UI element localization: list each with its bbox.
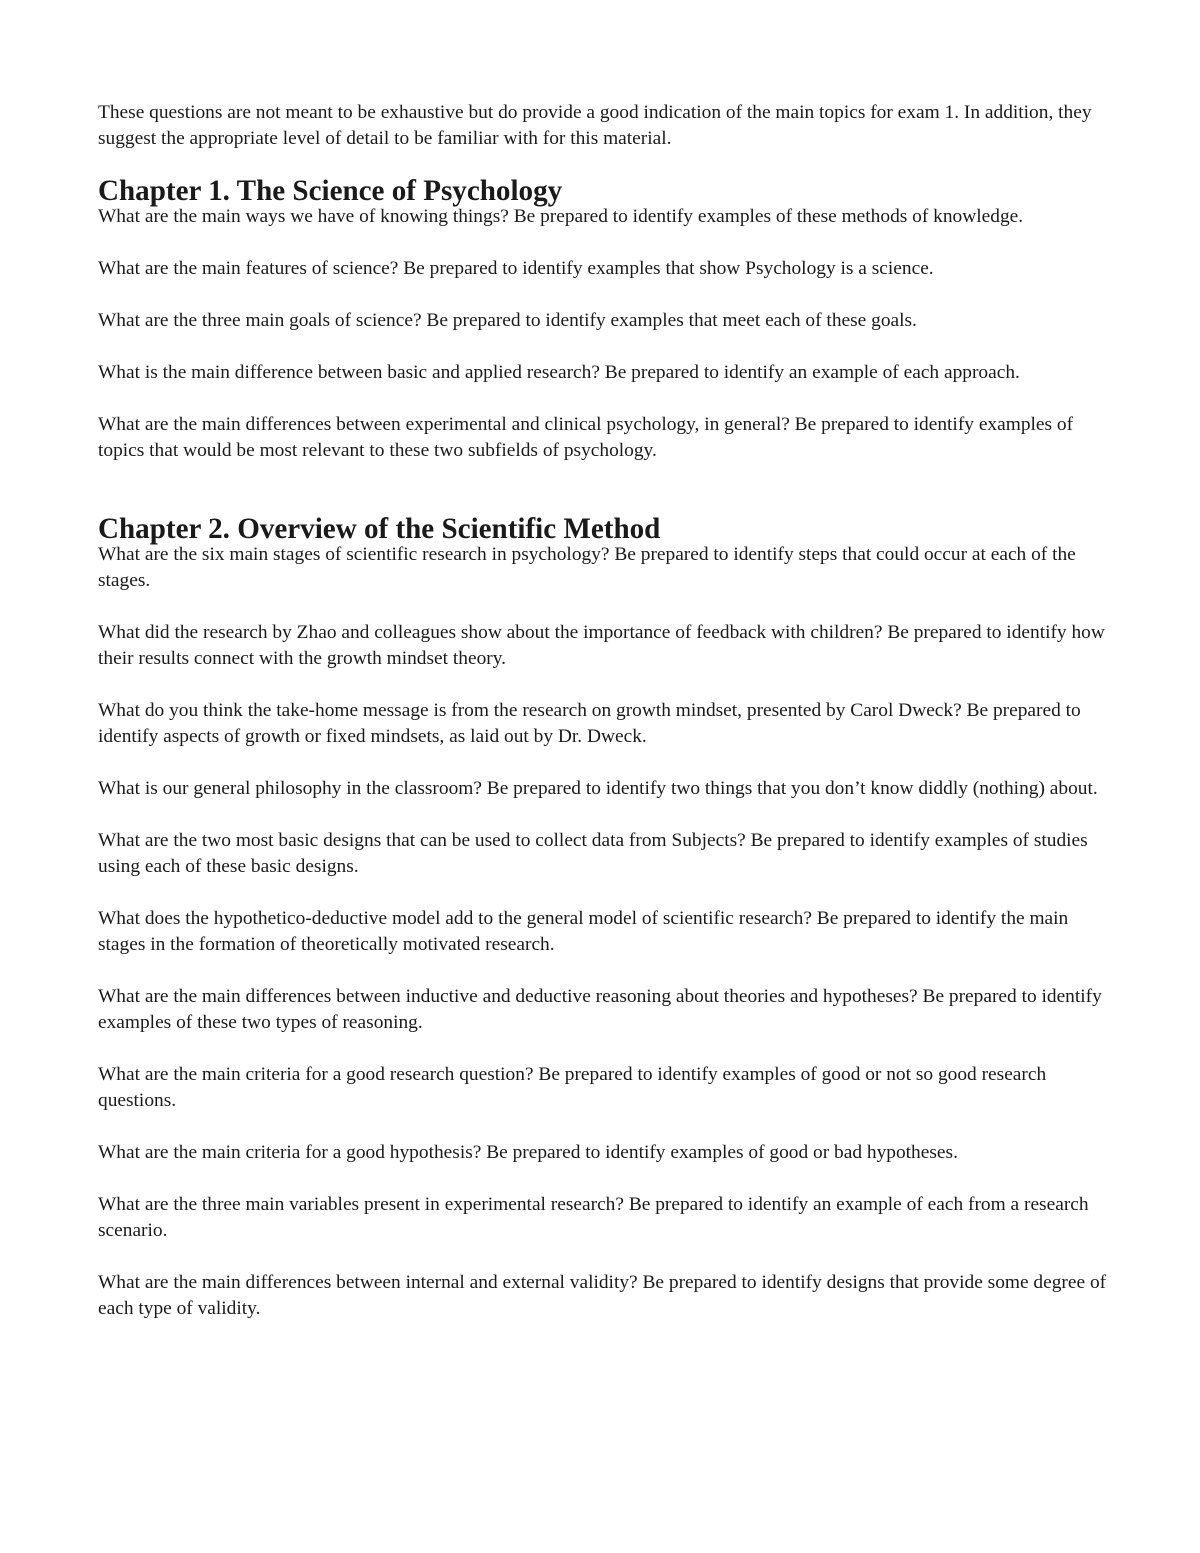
chapter-1-question-3: What are the three main goals of science? Be prepared to identify examples that meet each of these goals. [98,310,917,331]
chapter-2-question-9: What are the main criteria for a good hypothesis? Be prepared to identify examples of good or bad hypotheses. [98,1142,958,1163]
intro-paragraph: These questions are not meant to be exhaustive but do provide a good indication of the main topics for exam 1. In addition, they suggest the appropriate level of detail to be familiar with for this material. [98,102,1092,149]
chapter-1-question-1: What are the main ways we have of knowing things? Be prepared to identify examples of these methods of knowledge. [98,206,1024,227]
document-page [98,100,1108,1348]
chapter-1-question-4: What is the main difference between basic and applied research? Be prepared to identify an example of each approach. [98,362,1020,383]
chapter-2-question-2: What did the research by Zhao and colleagues show about the importance of feedback with children? Be prepared to identify how their results connect with the growth mindset theory. [98,622,1105,669]
chapter-1-heading: Chapter 1. The Science of Psychology [98,175,563,207]
chapter-1-section [98,175,1108,464]
chapter-2-question-10: What are the three main variables present in experimental research? Be prepared to identify an example of each from a research scenario. [98,1194,1089,1241]
chapter-1-question-5: What are the main differences between experimental and clinical psychology, in general? Be prepared to identify examples of topics that would be most relevant to these two subfields of psychology. [98,414,1074,461]
chapter-2-question-6: What does the hypothetico-deductive model add to the general model of scientific research? Be prepared to identify the main stages in the formation of theoretically motivated research. [98,908,1069,955]
chapter-2-question-1: What are the six main stages of scientific research in psychology? Be prepared to identify steps that could occur at each of the stages. [98,544,1076,591]
chapter-2-question-7: What are the main differences between inductive and deductive reasoning about theories and hypotheses? Be prepared to identify examples of these two types of reasoning. [98,986,1102,1033]
chapter-2-question-4: What is our general philosophy in the classroom? Be prepared to identify two things that you don’t know diddly (nothing) about. [98,778,1098,799]
chapter-2-question-11: What are the main differences between internal and external validity? Be prepared to identify designs that provide some degree of each type of validity. [98,1272,1107,1319]
chapter-2-question-8: What are the main criteria for a good research question? Be prepared to identify examples of good or not so good research questions. [98,1064,1047,1111]
chapter-2-question-5: What are the two most basic designs that can be used to collect data from Subjects? Be prepared to identify examples of studies using each of these basic designs. [98,830,1088,877]
chapter-2-heading: Chapter 2. Overview of the Scientific Method [98,513,661,545]
chapter-2-question-3: What do you think the take-home message is from the research on growth mindset, presented by Carol Dweck? Be prepared to identify aspects of growth or fixed mindsets, as laid out by Dr. Dweck. [98,700,1081,747]
chapter-1-question-2: What are the main features of science? Be prepared to identify examples that show Psychology is a science. [98,258,934,279]
chapter-2-section [98,513,1108,1322]
